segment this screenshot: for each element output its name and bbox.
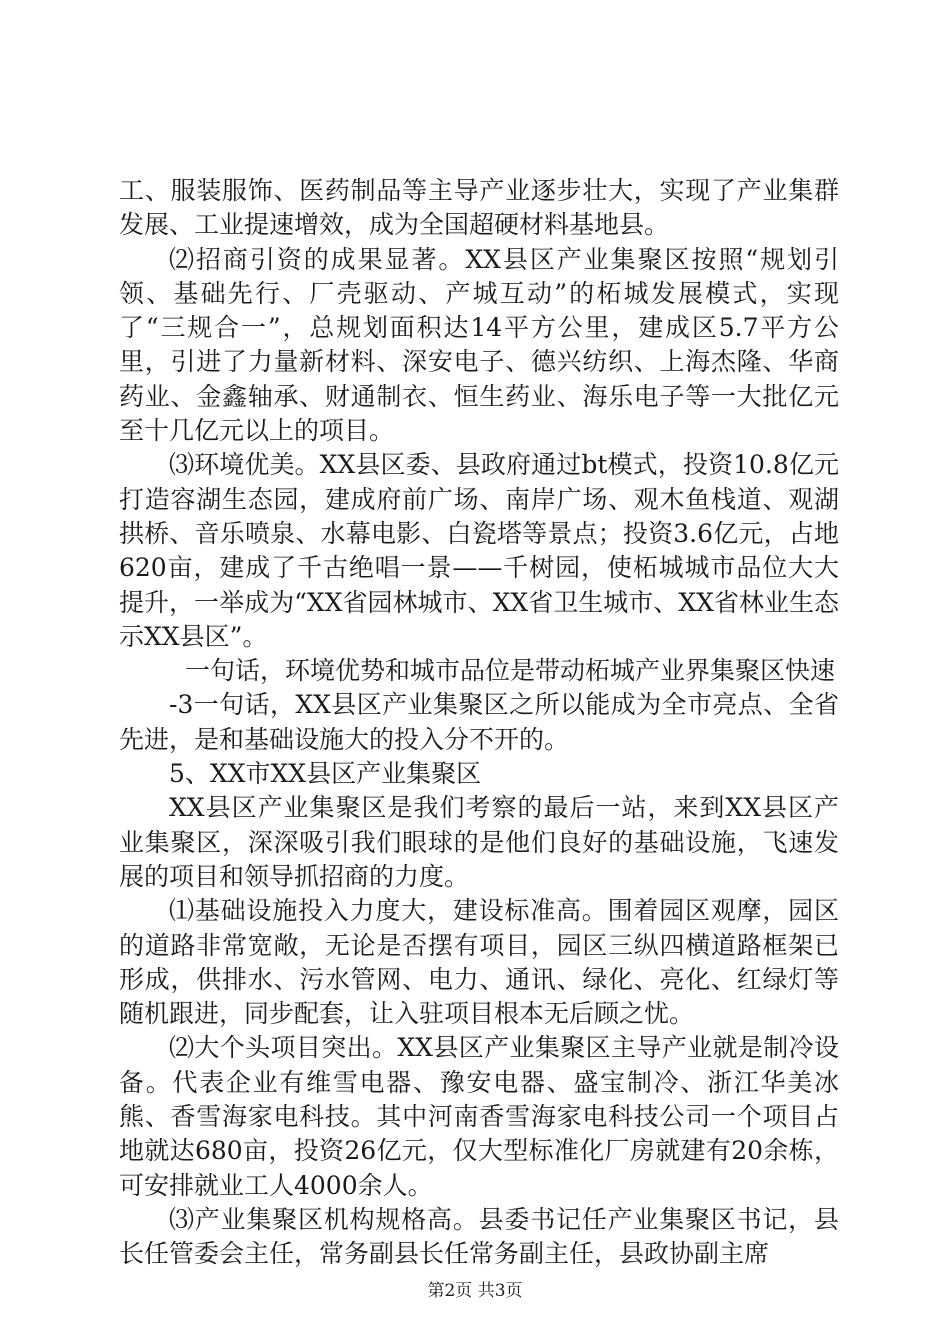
paragraph-intro: XX县区产业集聚区是我们考察的最后一站，来到XX县区产业集聚区，深深吸引我们眼球的是他们良好的基础设施，飞速发展的项目和领导抓招商的力度。: [119, 793, 839, 891]
paragraph-projects: ⑵大个头项目突出。XX县区产业集聚区主导产业就是制冷设备。代表企业有维雪电器、豫安电器、盛宝制冷、浙江华美冰熊、香雪海家电科技。其中河南香雪海家电科技公司一个项目占地就达680亩，投资26亿元，仅大型标准化厂房就建有20余栋，可安排就业工人4000余人。: [119, 1033, 839, 1200]
document-body: [119, 174, 839, 1272]
paragraph-infrastructure: ⑴基础设施投入力度大，建设标准高。围着园区观摩，园区的道路非常宽敞，无论是否摆有项目，园区三纵四横道路框架已形成，供排水、污水管网、电力、通讯、绿化、亮化、红绿灯等随机跟进，同步配套，让入驻项目根本无后顾之忧。: [119, 896, 839, 1029]
paragraph-investment: ⑵招商引资的成果显著。XX县区产业集聚区按照“规划引领、基础先行、厂壳驱动、产城互动”的柘城发展模式，实现了“三规合一”，总规划面积达14平方公里，建成区5.7平方公里，引进了力量新材料、深安电子、德兴纺织、上海杰隆、华商药业、金鑫轴承、财通制衣、恒生药业、海乐电子等一大批亿元至十几亿元以上的项目。: [119, 244, 839, 446]
paragraph-continuation: 工、服装服饰、医药制品等主导产业逐步壮大，实现了产业集群发展、工业提速增效，成为全国超硬材料基地县。: [119, 176, 839, 240]
paragraph-environment: ⑶环境优美。XX县区委、县政府通过bt模式，投资10.8亿元打造容湖生态园，建成府前广场、南岸广场、观木鱼栈道、观湖拱桥、音乐喷泉、水幕电影、白瓷塔等景点；投资3.6亿元，占地620亩，建成了千古绝唱一景——千树园，使柘城城市品位大大提升，一举成为“XX省园林城市、XX省卫生城市、XX省林业生态示XX县区”。: [119, 450, 839, 651]
page-number: 第2页 共3页: [427, 1281, 523, 1301]
paragraph-organization: ⑶产业集聚区机构规格高。县委书记任产业集聚区书记，县长任管委会主任，常务副县长任常务副主任，县政协副主席: [119, 1204, 839, 1269]
section-heading: 5、XX市XX县区产业集聚区: [169, 759, 482, 789]
paragraph-summary: 一句话，环境优势和城市品位是带动柘城产业界集聚区快速: [185, 656, 836, 686]
paragraph-infrastructure-summary: -3一句话，XX县区产业集聚区之所以能成为全市亮点、全省先进，是和基础设施大的投入分不开的。: [119, 690, 839, 754]
